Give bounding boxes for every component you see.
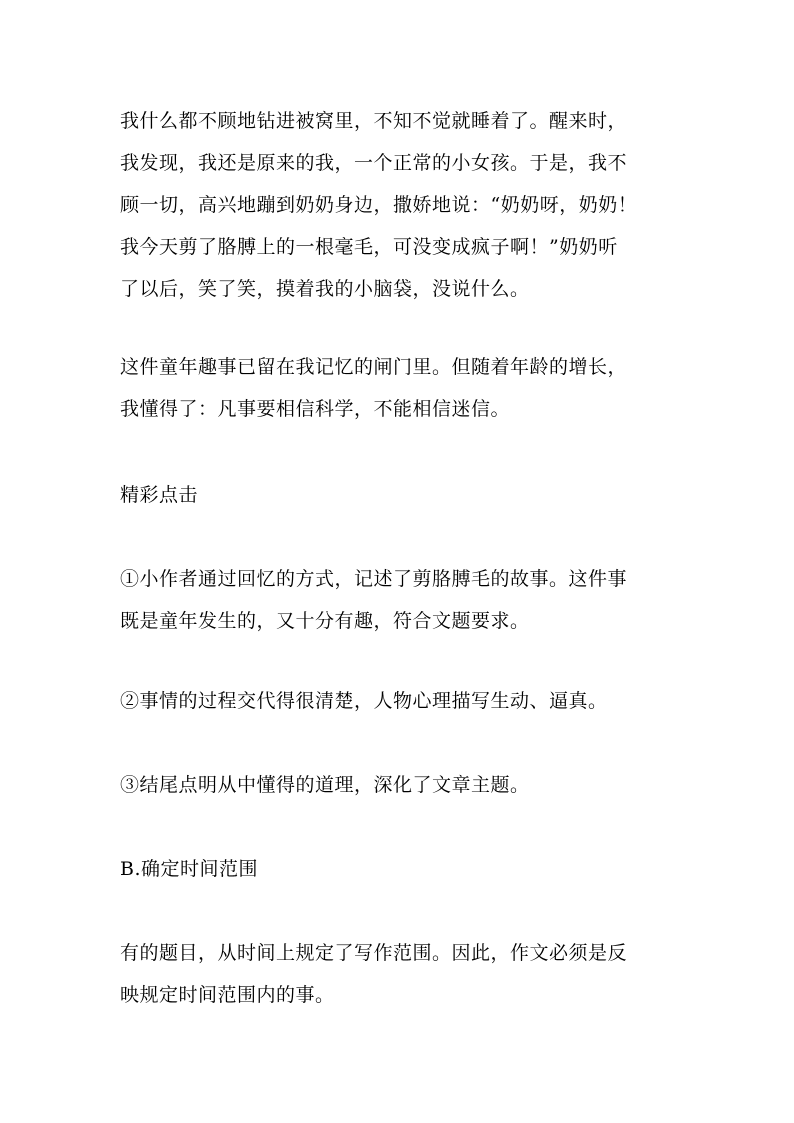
comment-point-2 xyxy=(120,680,680,722)
text-line: 精彩点击 xyxy=(120,484,199,506)
text-line: 顾一切，高兴地蹦到奶奶身边，撒娇地说：“奶奶呀，奶奶！ xyxy=(120,194,638,216)
comment-point-3 xyxy=(120,764,680,806)
text-line: 了以后，笑了笑，摸着我的小脑袋，没说什么。 xyxy=(120,278,530,300)
text-line: 映规定时间范围内的事。 xyxy=(120,984,335,1006)
text-line: 这件童年趣事已留在我记忆的闸门里。但随着年龄的增长， xyxy=(120,356,628,378)
text-line: 我发现，我还是原来的我，一个正常的小女孩。于是，我不 xyxy=(120,152,628,174)
text-line: ②事情的过程交代得很清楚，人物心理描写生动、逼真。 xyxy=(120,690,608,712)
text-line: 我懂得了：凡事要相信科学，不能相信迷信。 xyxy=(120,398,511,420)
comment-point-1 xyxy=(120,558,680,642)
text-line: 我什么都不顾地钻进被窝里，不知不觉就睡着了。醒来时， xyxy=(120,110,628,132)
conclusion-paragraph xyxy=(120,346,680,430)
time-range-paragraph xyxy=(120,932,680,1016)
commentary-heading xyxy=(120,474,680,516)
text-line: 有的题目，从时间上规定了写作范围。因此，作文必须是反 xyxy=(120,942,628,964)
text-line: ③结尾点明从中懂得的道理，深化了文章主题。 xyxy=(120,774,530,796)
story-ending-paragraph xyxy=(120,100,680,310)
text-line: B.确定时间范围 xyxy=(120,858,259,880)
text-line: 我今天剪了胳膊上的一根毫毛，可没变成疯子啊！”奶奶听 xyxy=(120,236,618,258)
section-heading-b xyxy=(120,848,680,890)
text-line: ①小作者通过回忆的方式，记述了剪胳膊毛的故事。这件事 xyxy=(120,568,628,590)
text-line: 既是童年发生的，又十分有趣，符合文题要求。 xyxy=(120,610,530,632)
